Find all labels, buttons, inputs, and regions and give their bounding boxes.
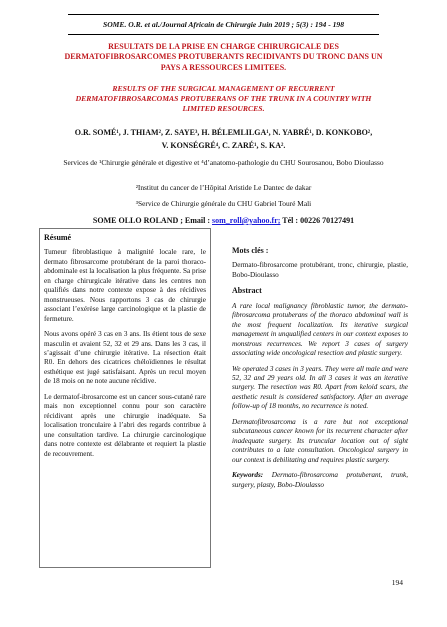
keywords-paragraph (232, 471, 408, 490)
affiliation-1: Services de ¹Chirurgie générale et digestive et ⁴d’anatomo-pathologie du CHU Sourosanou, Bobo Dioulasso (63, 158, 384, 167)
abstract-body (232, 302, 408, 490)
keywords-label: Keywords: (232, 471, 264, 480)
corresponding-author (40, 216, 407, 225)
resume-heading: Résumé (44, 233, 72, 242)
right-column (232, 246, 408, 496)
journal-header: SOME. O.R. et al./Journal Africain de Chirurgie Juin 2019 ; 5(3) : 194 - 198 (68, 14, 379, 35)
resume-paragraph-3: Le dermatof-ibrosarcome est un cancer sous-cutané rare mais non exceptionnel connu pour son caractère récidivant après une chirurgie inadéquate. Sa localisation tronculaire à l’abri des regards contribue à une consultation tardive. La chirurgie carcinologique dans notre contexte est délabrante et requiert la plastie de recouvrement. (44, 392, 206, 458)
authors-line-2: V. KONSÉGRÉ⁴, C. ZARÉ¹, S. KA². (161, 141, 286, 150)
motscles-text: Dermato-fibrosarcome protubérant, tronc, chirurgie, plastie, Bobo-Dioulasso (232, 261, 408, 279)
page-number: 194 (391, 578, 403, 587)
corr-email-link[interactable]: som_roll@yahoo.fr; (212, 216, 281, 225)
title-french: RESULTATS DE LA PRISE EN CHARGE CHIRURGICALE DES DERMATOFIBROSARCOMES PROTUBERANTS RECIDIVANTS DU TRONC DANS UN PAYS A RESSOURCES LIMITEES. (64, 42, 383, 72)
motscles-heading: Mots clés : (232, 246, 269, 255)
resume-paragraph-1: Tumeur fibroblastique à malignité locale rare, le dermato fibrosarcome protubérant de la paroi thoraco-abdominale est la localisation la plus fréquente. Sa prise en charge chirurgicale itérative dans les centres non qualifiés dans notre contexte expose à des récidives monstrueuses. Nous rapportons 3 cas de chirurgie associant l’exérèse large carcinologique et la plastie de fermeture. (44, 248, 206, 323)
resume-column (39, 228, 211, 568)
affiliation-3: ³Service de Chirurgie générale du CHU Gabriel Touré Mali (135, 199, 312, 208)
corr-name: SOME OLLO ROLAND ; Email : (92, 216, 211, 225)
title-english: RESULTS OF THE SURGICAL MANAGEMENT OF RECURRENT DERMATOFIBROSARCOMAS PROTUBERANS OF THE TRUNK IN A COUNTRY WITH LIMITED RESOURCES. (75, 84, 372, 113)
authors-line-1: O.R. SOMÉ¹, J. THIAM², Z. SAYE³, H. BÉLEMLILGA¹, N. YABRÉ¹, D. KONKOBO², (74, 128, 373, 137)
resume-paragraph-2: Nous avons opéré 3 cas en 3 ans. Ils étient tous de sexe masculin et avaient 52, 32 et 29 ans. Dans les 3 cas, il s’agissait d’une chirurgie itérative. La résection était R0. En dehors des cicatrices chéloïdiennes le résultat esthétique est jugé satisfaisant. Après un recul moyen de 18 mois on ne note aucune récidive. (44, 330, 206, 386)
abstract-heading: Abstract (232, 286, 262, 296)
keywords-text: Dermato-fibrosarcoma protuberant, trunk, surgery, plasty, Bobo-Dioulasso (232, 471, 408, 489)
abstract-paragraph-1: A rare local malignancy fibroblastic tumor, the dermato-fibrosarcoma protuberans of the thoraco abdominal wall is the most frequent localization. Its iterative surgical management in unqualified centers in our context exposes to monstrous recurrences. We report 3 cases of surgery associating wide oncological resection and plastic surgery. (232, 301, 408, 358)
abstract-paragraph-3: Dermatofibrosarcoma is a rare but not exceptional subcutaneous cancer known for its recurrent character after inadequate surgery. Its truncular location out of sight contributes to a late consultation. Oncological surgery in our context is debilitating and requires plastic surgery. (232, 417, 408, 464)
corr-tel: Tél : 00226 70127491 (282, 216, 355, 225)
affiliation-2: ²Institut du cancer de l’Hôpital Aristide Le Dantec de dakar (135, 183, 312, 192)
authors (54, 126, 393, 152)
abstract-paragraph-2: We operated 3 cases in 3 years. They were all male and were 52, 32 and 29 years old. In all 3 cases it was an iterative surgery. The resection was R0. Apart from keloid scars, the aesthetic result is considered satisfactory. After an average follow-up of 18 months, no recurrence is noted. (232, 364, 408, 411)
